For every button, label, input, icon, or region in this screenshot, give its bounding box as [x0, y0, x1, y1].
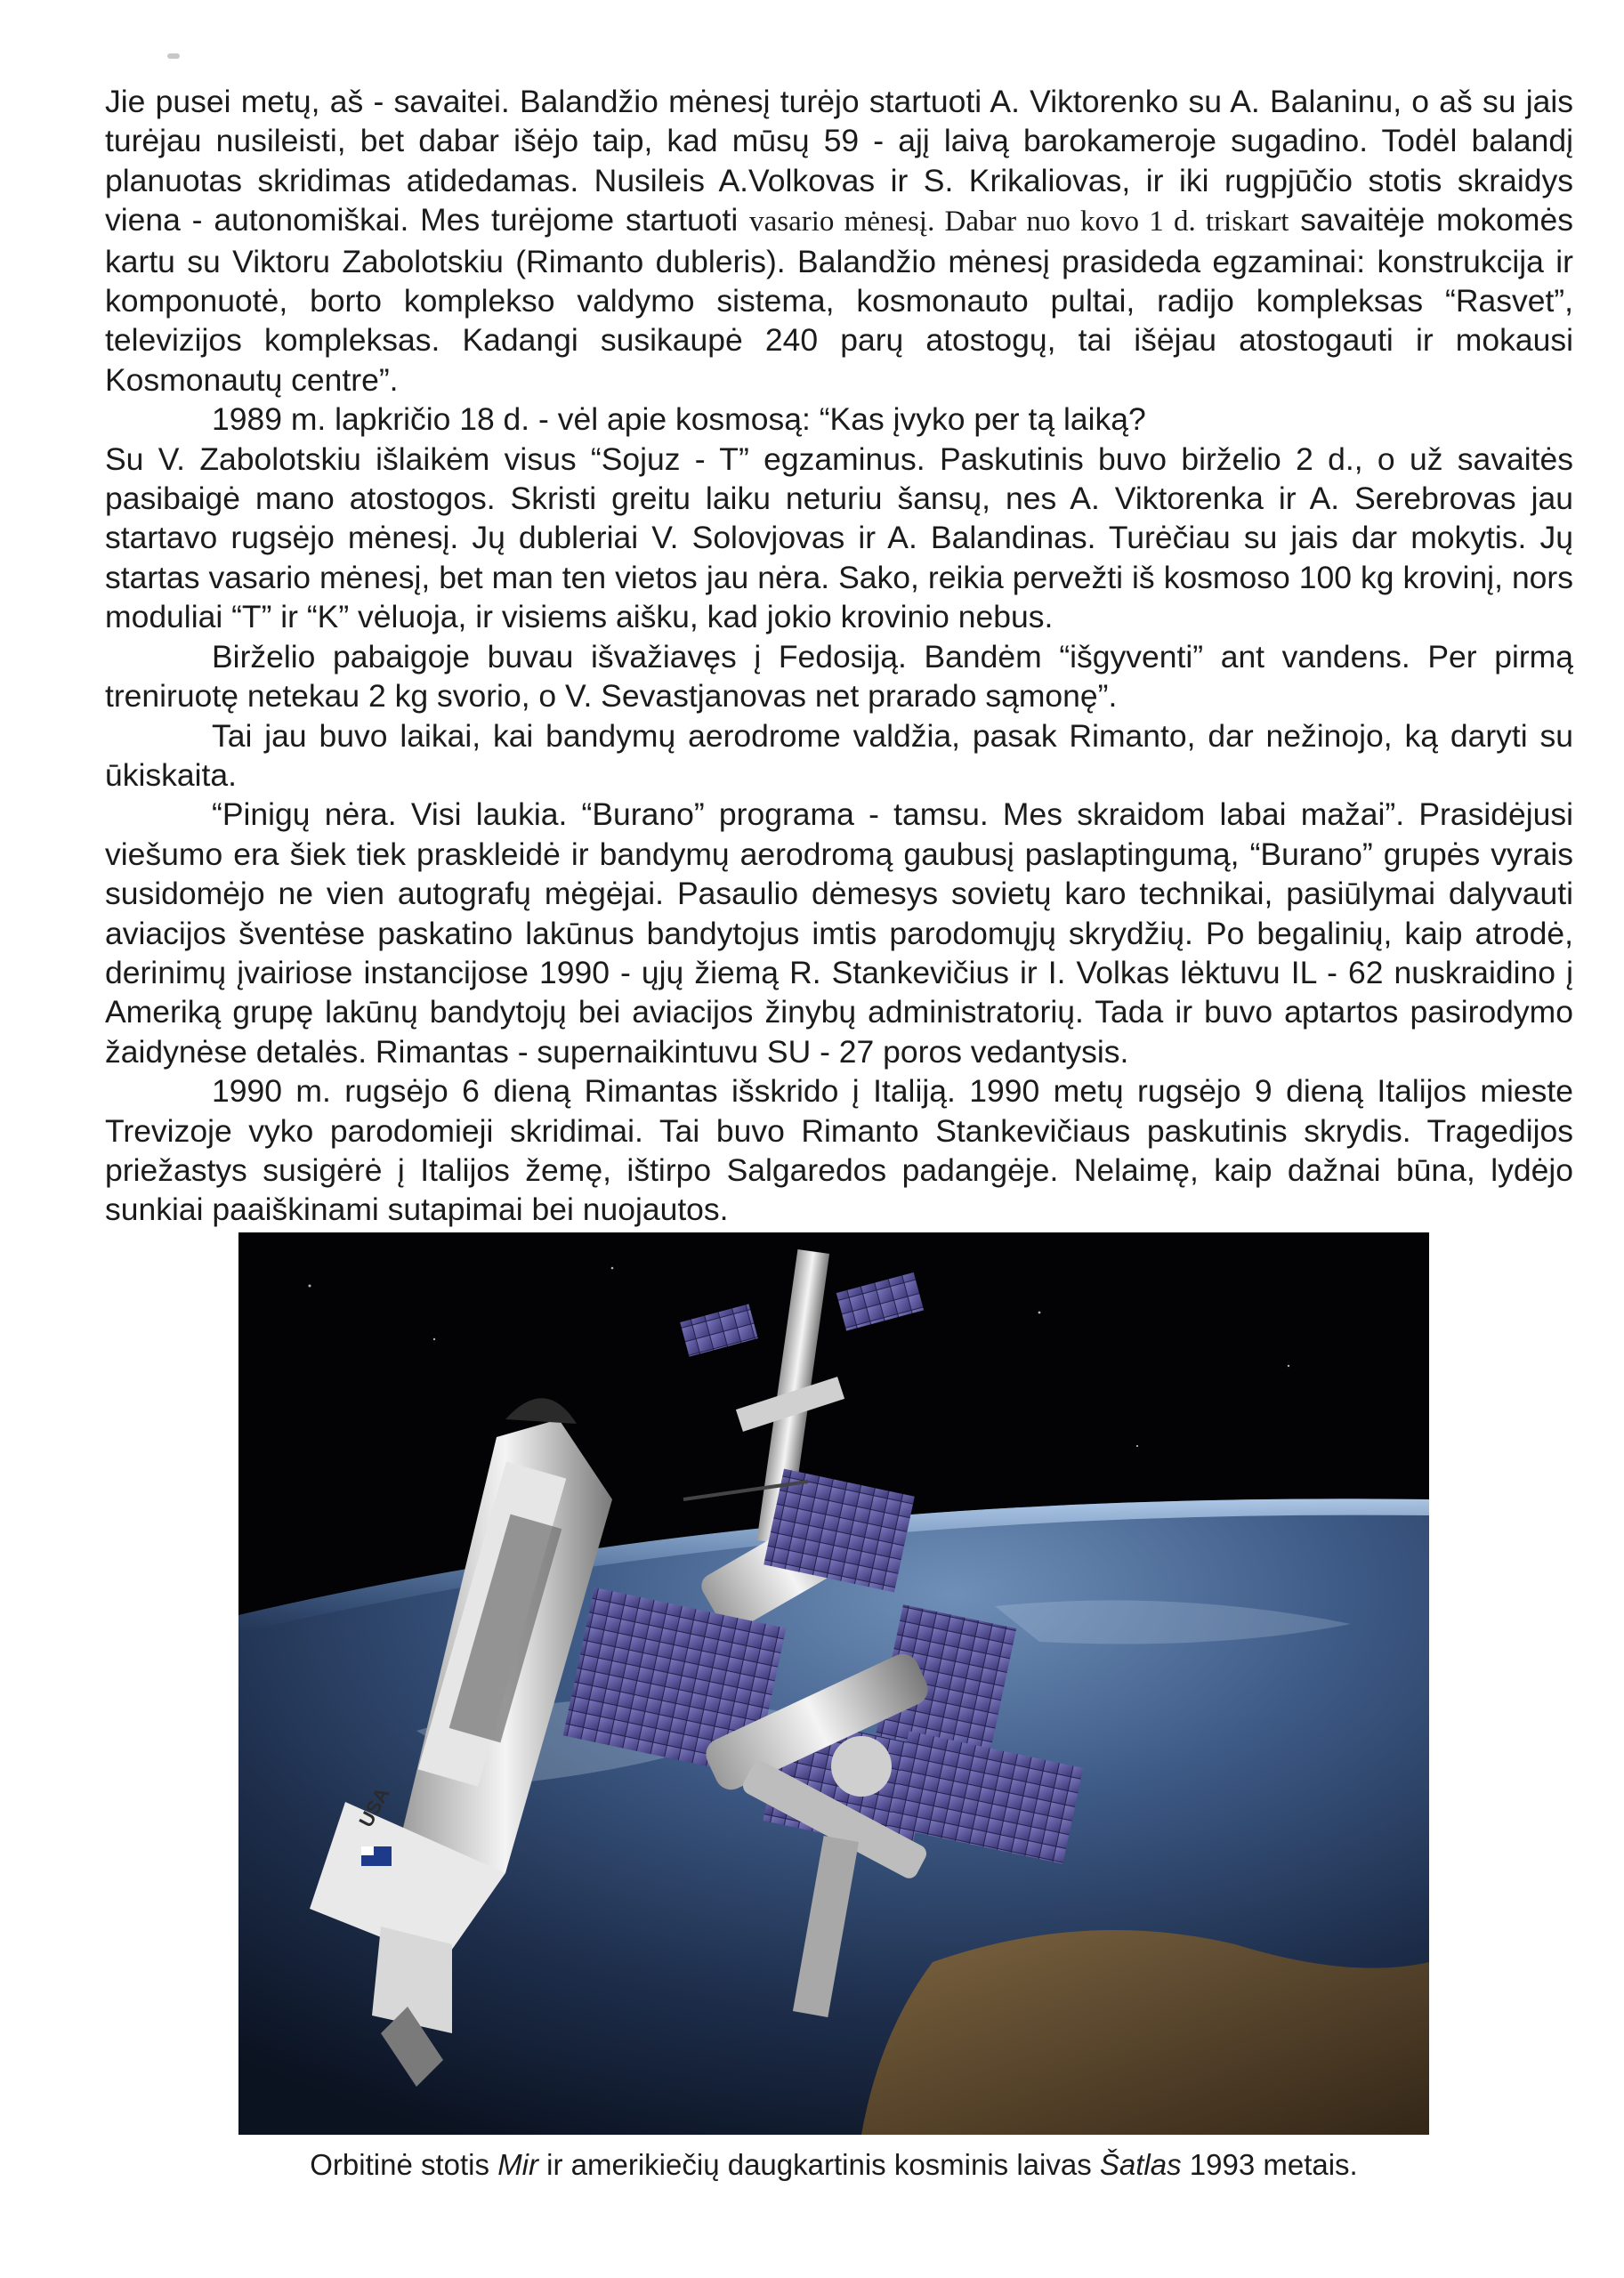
paragraph-4: Birželio pabaigoje buvau išvažiavęs į Fedosiją. Bandėm “išgyventi” ant vandens. Per pirmą treniruotę netekau 2 kg svorio, o V. Sevastjanovas net prarado sąmonę”.	[105, 638, 1573, 715]
caption-part-2: ir amerikiečių daugkartinis kosminis laivas	[538, 2148, 1100, 2181]
photo-caption	[238, 2146, 1429, 2184]
paragraph-3: Su V. Zabolotskiu išlaikėm visus “Sojuz - T” egzaminus. Paskutinis buvo birželio 2 d., o už savaitės pasibaigė mano atostogos. Skristi greitu laiku neturiu šansų, nes A. Viktorenka ir A. Serebrovas jau startavo rugsėjo mėnesį. Jų dubleriai V. Solovjovas ir A. Balandinas. Turėčiau su jais dar mokytis. Jų startas vasario mėnesį, bet man ten vietos jau nėra. Sako, reikia pervežti iš kosmoso 100 kg krovinį, nors moduliai “T” ir “K” vėluoja, ir visiems aišku, kad jokio krovinio nebus.	[105, 440, 1573, 635]
scan-artifact	[167, 53, 180, 59]
paragraph-7: 1990 m. rugsėjo 6 dieną Rimantas išskrido į Italiją. 1990 metų rugsėjo 9 dieną Italijos mieste Trevizoje vyko parodomieji skridimai. Tai buvo Rimanto Stankevičiaus paskutinis skrydis. Tragedijos priežastys susigėrė į Italijos žemę, ištirpo Salgaredos padangėje. Nelaimę, kaip dažnai būna, lydėjo sunkiai paaiškinami sutapimai bei nuojautos.	[105, 1073, 1573, 1228]
caption-mir: Mir	[497, 2148, 538, 2181]
paragraph-1-part-a: Jie pusei metų, aš - savaitei. Balandžio mėnesį turėjo startuoti A. Viktorenko su A. Balaninu, o aš su jais turėjau nusileisti, bet dabar išėjo taip, kad mūsų 59 - ajį laivą barokameroje sugadino. Todėl balandį planuotas skridimas atidedamas. Nusileis A.Volkovas ir S. Krikaliovas, ir iki rugpjūčio stotis skraidys viena - autonomiškai. Mes turėjome startuoti	[105, 84, 1573, 238]
caption-satlas: Šatlas	[1099, 2148, 1182, 2181]
paragraph-5: Tai jau buvo laikai, kai bandymų aerodrome valdžia, pasak Rimanto, dar nežinojo, ką daryti su ūkiskaita.	[105, 717, 1573, 793]
caption-part-1: Orbitinė stotis	[310, 2148, 498, 2181]
paragraph-1-serif-fragment: vasario mėnesį. Dabar nuo kovo 1 d. triskart	[749, 206, 1289, 238]
paragraph-2: 1989 m. lapkričio 18 d. - vėl apie kosmosą: “Kas įvyko per tą laiką?	[212, 401, 1146, 438]
shuttle-usa-marking: USA	[354, 1783, 394, 1831]
body-text	[105, 82, 1573, 1230]
paragraph-6: “Pinigų nėra. Visi laukia. “Burano” programa - tamsu. Mes skraidom labai mažai”. Prasidėjusi viešumo era šiek tiek praskleidė ir bandymų aerodromą gaubusį paslaptingumą, “Burano” grupės vyrais susidomėjo ne vien autografų mėgėjai. Pasaulio dėmesys sovietų karo technikai, pasiūlymai dalyvauti aviacijos šventėse paskatino lakūnus bandytojus imtis parodomųjų skrydžių. Po begalinių, kaip atrodė, derinimų įvairiose instancijose 1990 - ųjų žiemą R. Stankevičius ir I. Volkas lėktuvu IL - 62 nuskraidino į Ameriką grupę lakūnų bandytojų bei aviacijos žinybų administratorių. Tada ir buvo aptartos pasirodymo žaidynėse detalės. Rimantas - supernaikintuvu SU - 27 poros vedantysis.	[105, 796, 1573, 1070]
mir-shuttle-photo	[238, 1232, 1429, 2135]
paragraph-1	[105, 82, 1573, 400]
paragraph-1-part-b: savaitėje mokomės kartu su Viktoru Zabolotskiu (Rimanto dubleris). Balandžio mėnesį prasideda egzaminai: konstrukcija ir komponuotė, borto komplekso valdymo sistema, kosmonauto pultai, radijo kompleksas “Rasvet”, televizijos kompleksas. Kadangi susikaupė 240 parų atostogų, tai išėjau atostogauti ir mokausi Kosmonautų centre”.	[105, 202, 1573, 398]
caption-part-3: 1993 metais.	[1181, 2148, 1358, 2181]
